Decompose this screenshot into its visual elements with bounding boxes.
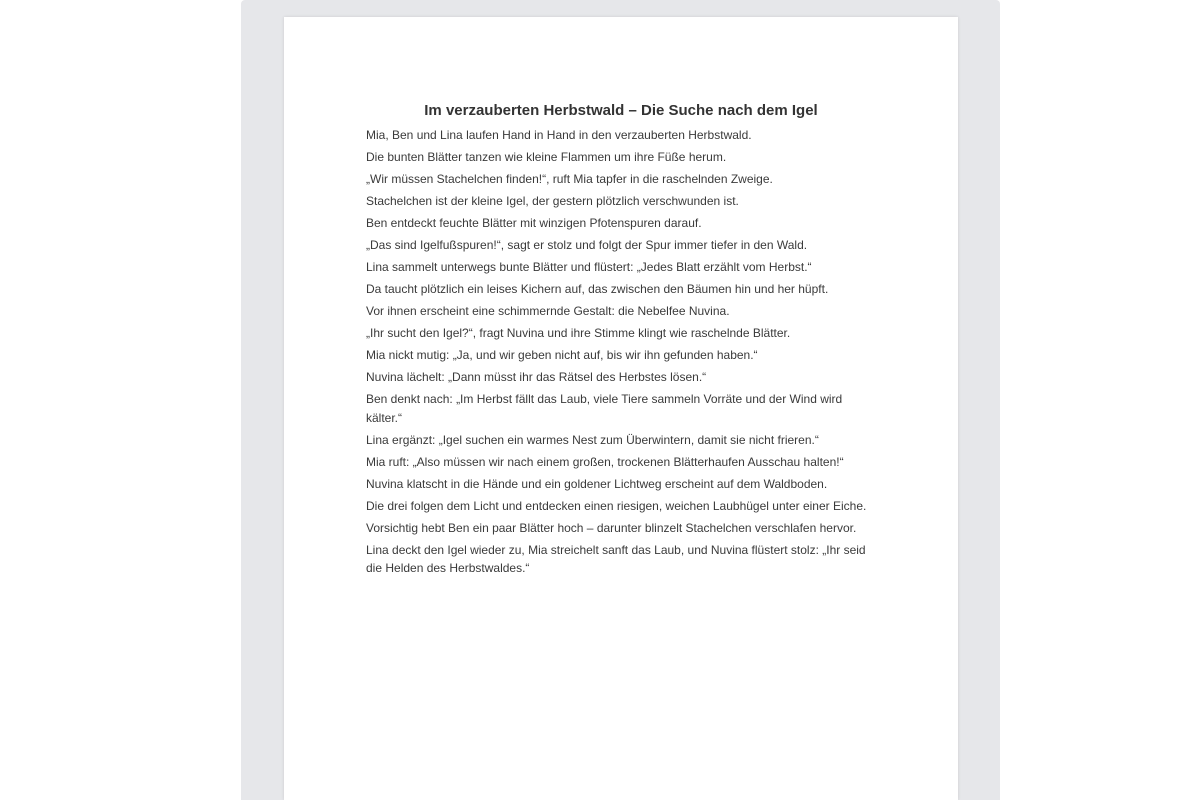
paragraph: Lina deckt den Igel wieder zu, Mia streichelt sanft das Laub, und Nuvina flüstert stolz: „Ihr seid die Helden des Herbstwaldes.“ (366, 542, 866, 575)
paragraph: Ben denkt nach: „Im Herbst fällt das Laub, viele Tiere sammeln Vorräte und der Wind wird kälter.“ (366, 392, 843, 425)
document-page (284, 17, 958, 800)
paragraph: Vor ihnen erscheint eine schimmernde Gestalt: die Nebelfee Nuvina. (366, 304, 730, 318)
paragraph: Stachelchen ist der kleine Igel, der gestern plötzlich verschwunden ist. (366, 194, 739, 208)
paragraph: Nuvina klatscht in die Hände und ein goldener Lichtweg erscheint auf dem Waldboden. (366, 476, 828, 491)
paragraph: Ben entdeckt feuchte Blätter mit winzigen Pfotenspuren darauf. (366, 216, 702, 230)
document-viewer[interactable] (241, 0, 1000, 800)
paragraph: Mia ruft: „Also müssen wir nach einem großen, trockenen Blätterhaufen Ausschau halten!“ (366, 454, 844, 469)
paragraph: Die drei folgen dem Licht und entdecken einen riesigen, weichen Laubhügel unter einer Eiche. (366, 498, 867, 513)
paragraph-list (366, 126, 876, 578)
paragraph: „Ihr sucht den Igel?“, fragt Nuvina und ihre Stimme klingt wie raschelnde Blätter. (366, 326, 791, 340)
paragraph: Vorsichtig hebt Ben ein paar Blätter hoch – darunter blinzelt Stachelchen verschlafen hervor. (366, 520, 857, 535)
paragraph: „Das sind Igelfußspuren!“, sagt er stolz und folgt der Spur immer tiefer in den Wald. (366, 238, 808, 252)
paragraph: Lina ergänzt: „Igel suchen ein warmes Nest zum Überwintern, damit sie nicht frieren.“ (366, 432, 819, 447)
paragraph: „Wir müssen Stachelchen finden!“, ruft Mia tapfer in die raschelnden Zweige. (366, 172, 773, 186)
document-title: Im verzauberten Herbstwald – Die Suche nach dem Igel (424, 102, 818, 119)
paragraph: Nuvina lächelt: „Dann müsst ihr das Rätsel des Herbstes lösen.“ (366, 370, 707, 384)
paragraph: Da taucht plötzlich ein leises Kichern auf, das zwischen den Bäumen hin und her hüpft. (366, 282, 829, 296)
paragraph: Die bunten Blätter tanzen wie kleine Flammen um ihre Füße herum. (366, 150, 727, 164)
paragraph: Mia nickt mutig: „Ja, und wir geben nicht auf, bis wir ihn gefunden haben.“ (366, 348, 758, 362)
paragraph: Mia, Ben und Lina laufen Hand in Hand in den verzauberten Herbstwald. (366, 128, 752, 142)
paragraph: Lina sammelt unterwegs bunte Blätter und flüstert: „Jedes Blatt erzählt vom Herbst.“ (366, 260, 812, 274)
